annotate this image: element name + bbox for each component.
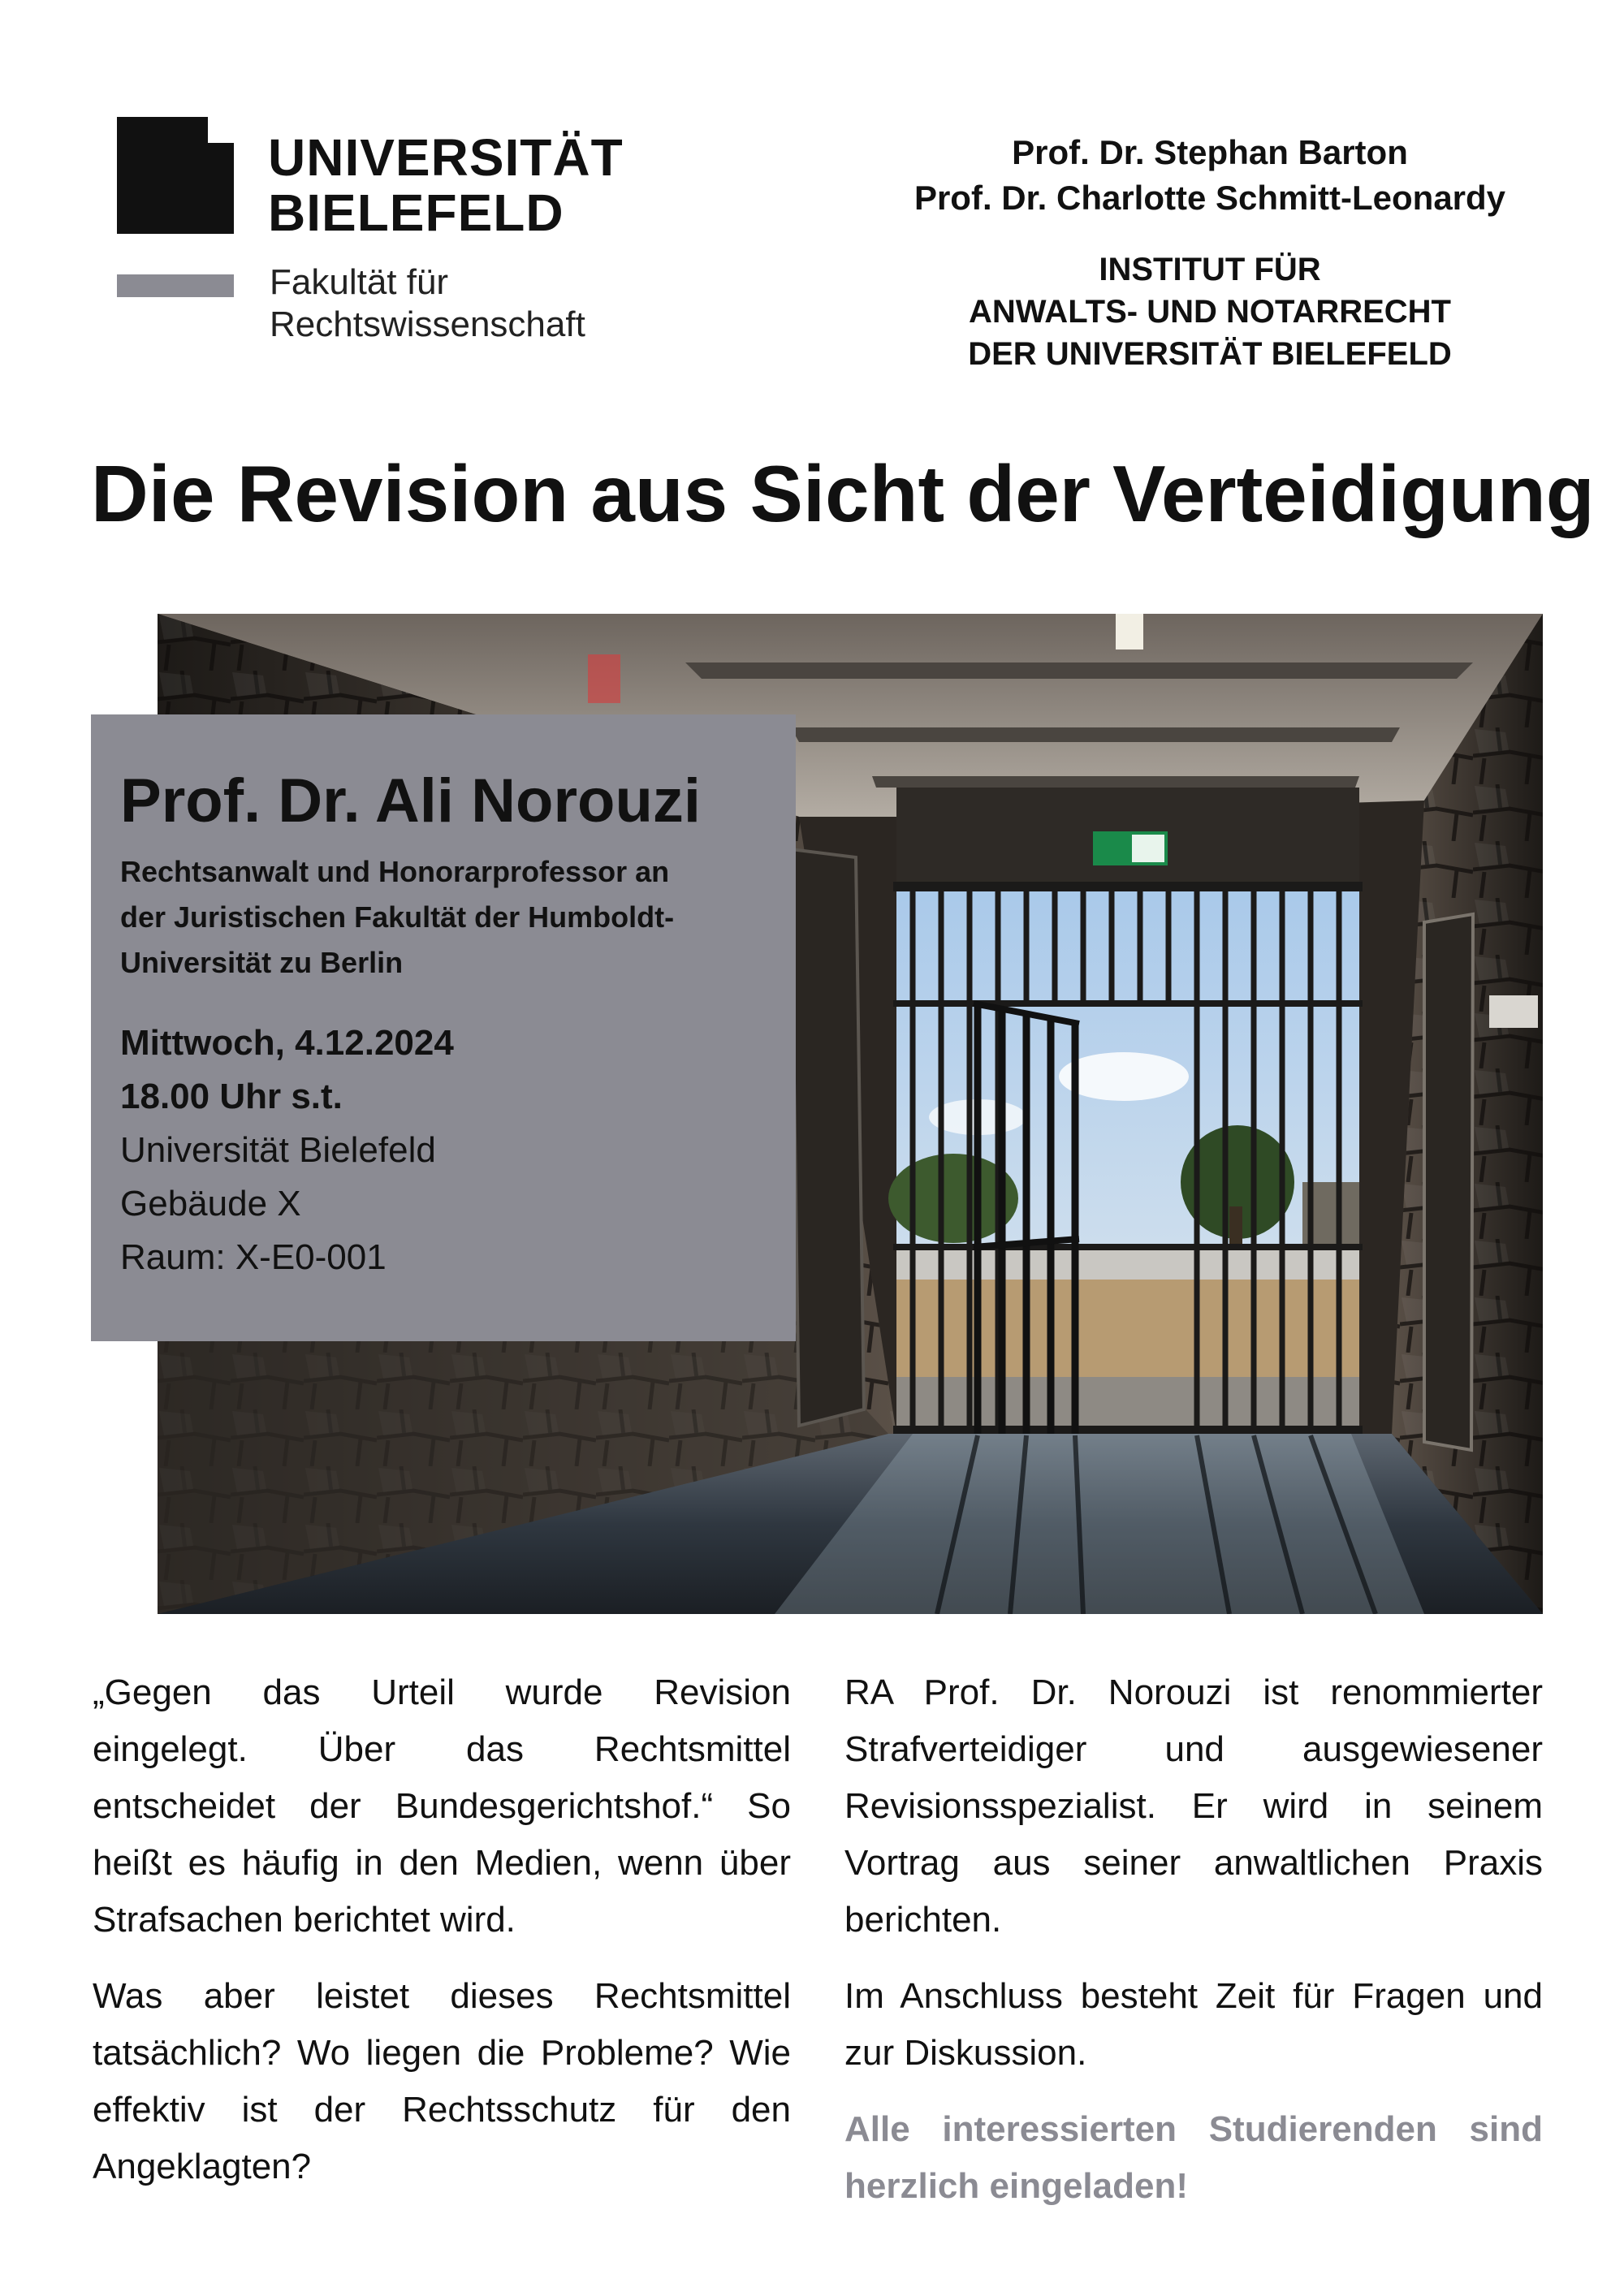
right-paragraph-2: Im Anschluss besteht Zeit für Fragen und zur Diskussion. [844,1976,1543,2073]
faculty-line-1: Fakultät für [270,262,449,302]
logo-notch [208,117,234,143]
organizer-1: Prof. Dr. Stephan Barton [1012,133,1408,171]
speaker-name: Prof. Dr. Ali Norouzi [120,766,701,835]
logo-bar [117,274,234,297]
page-title: Die Revision aus Sicht der Verteidigung [91,449,1595,538]
university-name [268,130,624,240]
event-date: Mittwoch, 4.12.2024 [120,1023,454,1063]
event-datetime [120,1016,796,1124]
affiliation-line-2: der Juristischen Fakultät der Humboldt- [120,900,675,934]
event-info-box [91,714,796,1341]
left-paragraph-1: „Gegen das Urteil wurde Revision eingelegt. Über das Rechtsmittel entscheidet der Bundesgerichtshof.“ So heißt es häufig in den Medien, wenn über Strafsachen berichtet wird. [93,1672,791,1940]
institute-line-1: INSTITUT FÜR [1099,252,1321,287]
university-line-1: UNIVERSITÄT [268,128,624,187]
right-paragraph-1: RA Prof. Dr. Norouzi ist renommierter Strafverteidiger und ausgewiesener Revisionsspezialist. Er wird in seinem Vortrag aus seiner anwaltlichen Praxis berichten. [844,1672,1543,1940]
organizers [844,130,1575,221]
institute-line-2: ANWALTS- UND NOTARRECHT [968,294,1451,330]
institute-line-3: DER UNIVERSITÄT BIELEFELD [968,336,1452,372]
institute-name [844,248,1575,375]
left-column [93,1664,791,2215]
affiliation-line-1: Rechtsanwalt und Honorarprofessor an [120,855,670,888]
faculty-line-2: Rechtswissenschaft [270,304,585,344]
left-paragraph-2: Was aber leistet dieses Rechtsmittel tatsächlich? Wo liegen die Probleme? Wie effektiv ist der Rechtsschutz für den Angeklagten? [93,1976,791,2186]
faculty-name [270,261,585,346]
event-time: 18.00 Uhr s.t. [120,1077,343,1116]
right-column [844,1664,1543,2234]
organizer-2: Prof. Dr. Charlotte Schmitt-Leonardy [914,179,1506,217]
event-location [120,1124,796,1284]
event-room: Raum: X-E0-001 [120,1237,387,1277]
event-venue: Universität Bielefeld [120,1130,436,1170]
affiliation-line-3: Universität zu Berlin [120,946,404,979]
event-building: Gebäude X [120,1184,301,1224]
speaker-affiliation [120,849,796,986]
university-line-2: BIELEFELD [268,183,564,242]
invitation-text: Alle interessierten Studierenden sind herzlich eingeladen! [844,2109,1543,2206]
